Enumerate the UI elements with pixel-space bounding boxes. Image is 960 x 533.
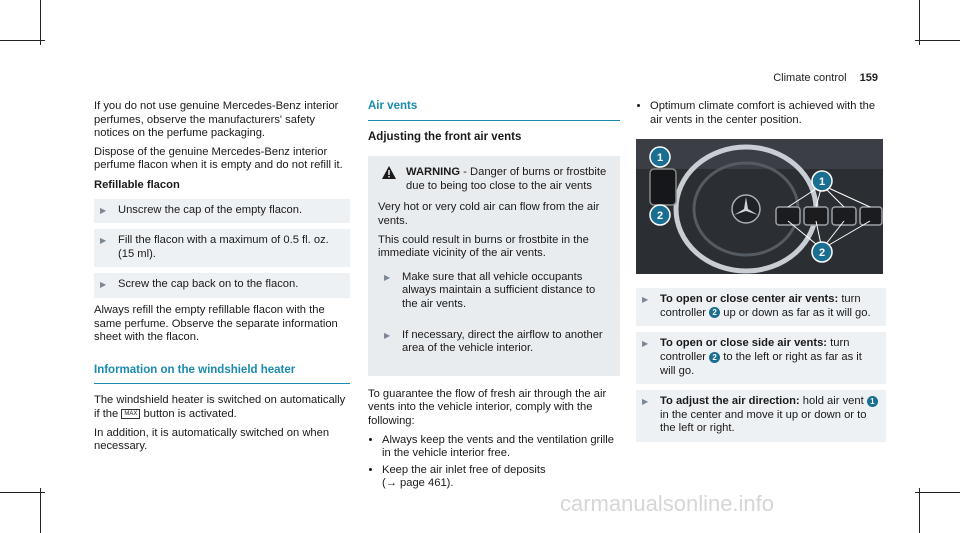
dashboard-illustration [636,139,883,274]
paragraph: Dispose of the genuine Mercedes-Benz interior perfume flacon when it is empty and do not refill it. [94,145,343,172]
figure-label-2-left [650,205,670,225]
step: ▶ Screw the cap back on to the flacon. [94,273,350,298]
page-number: 159 [859,72,878,84]
text: turn controller [660,293,861,319]
text: button is activated. [143,407,237,420]
svg-text:1: 1 [818,176,826,189]
figure-label-2-center [812,242,832,262]
text: turn controller [660,337,850,363]
page-header [773,72,878,86]
crop-mark [919,0,920,45]
bullet-list [636,100,886,127]
crop-mark [0,492,45,493]
text: in the center and move it up or down or to the left or right. [660,408,867,435]
warning-title [378,166,610,193]
step [636,288,886,326]
callout-badge: 2 [709,352,720,363]
paragraph: If you do not use genuine Mercedes-Benz interior perfumes, observe the manufacturers' safety notices on the perfume packaging. [94,100,339,140]
crop-mark [40,488,41,533]
text: hold air vent [799,395,864,408]
list-item [382,464,620,491]
svg-text:2: 2 [656,210,664,223]
text: Keep the air inlet free of deposits [382,463,546,476]
warning-box [368,156,620,376]
sub-heading: Adjusting the front air vents [368,130,522,143]
middle-column [368,100,620,494]
paragraph: To guarantee the flow of fresh air through the air vents into the vehicle interior, comply with the following: [368,387,607,427]
left-column [94,100,350,459]
warning-label: WARNING [406,166,461,179]
dashboard-figure [636,139,883,274]
warning-text: - Danger of burns or frostbite due to being too close to the air vents [406,166,607,192]
svg-text:1: 1 [656,152,664,165]
step: ▶ Unscrew the cap of the empty flacon. [94,199,350,224]
crop-mark [915,40,960,41]
step: ▶ If necessary, direct the airflow to another area of the vehicle interior. [378,324,610,362]
bullet-list [368,434,620,491]
watermark: carmanualsonline.info [560,491,775,516]
step [636,332,886,384]
refill-heading: Refillable flacon [94,178,180,191]
figure-label-1-left [650,147,670,167]
list-item: • Always keep the vents and the ventilation grille in the vehicle interior free. [382,434,620,461]
crop-mark [40,0,41,45]
crop-mark [919,488,920,533]
text: up or down as far as it will go. [723,306,871,319]
warning-icon [382,166,396,179]
callout-badge: 2 [709,307,720,318]
defrost-max-icon: MAX [121,409,140,419]
section-title: Air vents [368,100,620,121]
paragraph: Very hot or very cold air can flow from the air vents. [378,201,600,227]
text: The windshield heater is switched on automatically if the [94,394,346,420]
step: ▶ Fill the flacon with a maximum of 0.5 fl. oz. (15 ml). [94,229,350,267]
step-label: To adjust the air direction: [660,395,800,408]
step-label: To open or close center air vents: [660,293,839,306]
paragraph: This could result in burns or frostbite in the immediate vicinity of the air vents. [378,233,589,260]
section-name: Climate control [773,72,847,84]
step-label: To open or close side air vents: [660,337,828,350]
callout-badge: 1 [867,396,878,407]
step [636,390,886,442]
text: to the left or right as far as it will go. [660,350,862,377]
svg-text:2: 2 [818,247,826,260]
crop-mark [0,40,45,41]
paragraph: Always refill the empty refillable flacon with the same perfume. Observe the separate information sheet with the flacon. [94,303,338,344]
page-reference-link[interactable]: (→ page 461). [382,477,454,490]
right-column [636,100,886,448]
figure-label-1-center [812,171,832,191]
step: ▶ Make sure that all vehicle occupants always maintain a sufficient distance to the air vents. [378,266,610,318]
list-item: • Optimum climate comfort is achieved with the air vents in the center position. [650,100,886,127]
paragraph [94,394,350,421]
windshield-heading: Information on the windshield heater [94,364,350,385]
paragraph: In addition, it is automatically switched on when necessary. [94,426,330,453]
crop-mark [915,492,960,493]
